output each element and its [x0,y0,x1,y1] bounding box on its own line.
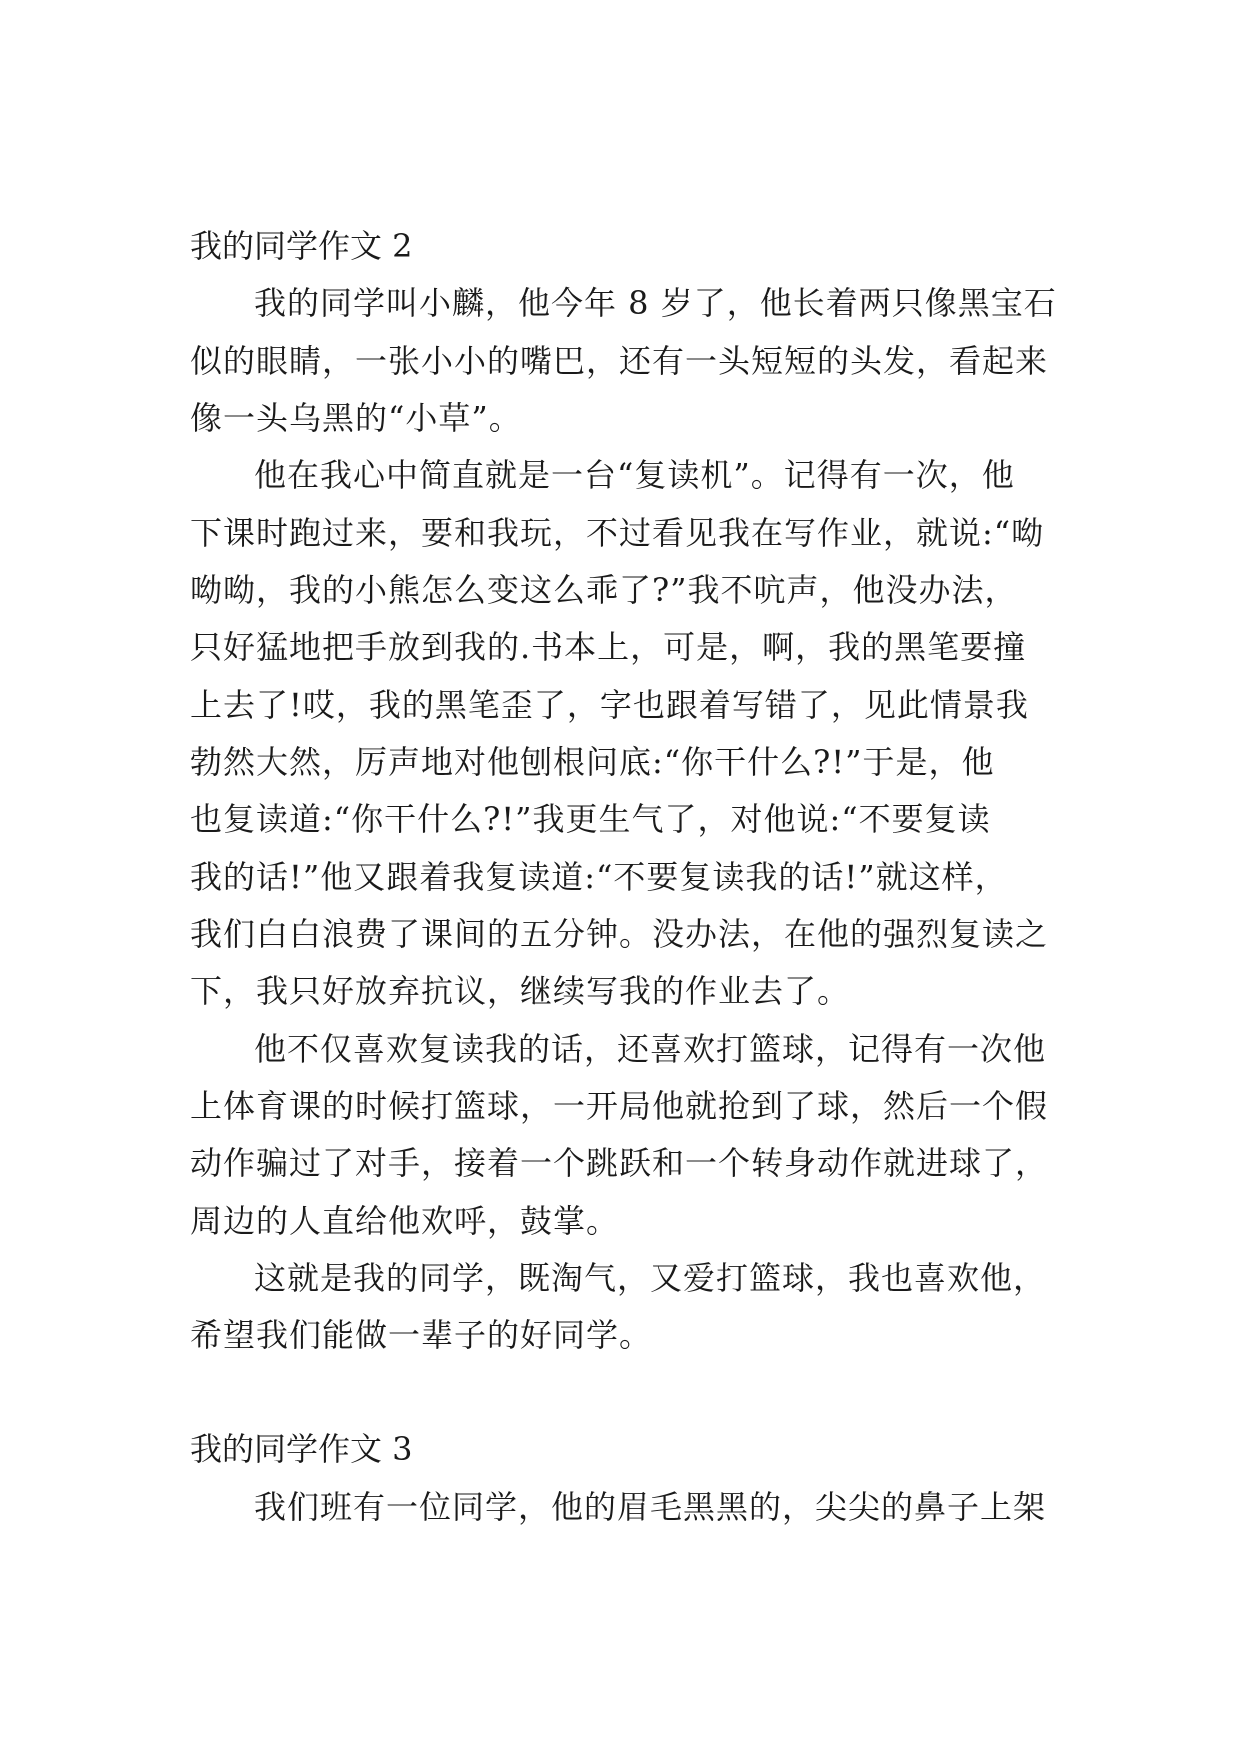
text-line: 我们班有一位同学，他的眉毛黑黑的，尖尖的鼻子上架 [254,1488,1047,1526]
text-line: 也复读道:“你干什么?!”我更生气了，对他说:“不要复读 [190,800,991,838]
text-line: 这就是我的同学，既淘气，又爱打篮球，我也喜欢他， [254,1259,1047,1297]
section-2-title: 我的同学作文 2 [190,227,413,265]
text-line: 我们白白浪费了课间的五分钟。没办法，在他的强烈复读之 [190,915,1049,953]
text-line: 下课时跑过来，要和我玩，不过看见我在写作业，就说:“呦 [190,514,1045,552]
section-3-title: 我的同学作文 3 [190,1430,413,1468]
text-line: 周边的人直给他欢呼，鼓掌。 [190,1202,620,1240]
text-line: 只好猛地把手放到我的.书本上，可是，啊，我的黑笔要撞 [190,628,1027,666]
text-line: 希望我们能做一辈子的好同学。 [190,1316,653,1354]
text-line: 呦呦，我的小熊怎么变这么乖了?”我不吭声，他没办法， [190,571,1018,609]
text-line: 像一头乌黑的“小草”。 [190,399,522,437]
text-line: 我的话!”他又跟着我复读道:“不要复读我的话!”就这样， [190,858,1008,896]
text-line: 下，我只好放弃抗议，继续写我的作业去了。 [190,972,851,1010]
text-line: 似的眼睛，一张小小的嘴巴，还有一头短短的头发，看起来 [190,342,1049,380]
text-line: 勃然大然，厉声地对他刨根问底:“你干什么?!”于是，他 [190,743,995,781]
text-line: 他不仅喜欢复读我的话，还喜欢打篮球，记得有一次他 [254,1030,1047,1068]
text-line: 上去了!哎，我的黑笔歪了，字也跟着写错了，见此情景我 [190,686,1029,724]
text-line: 上体育课的时候打篮球，一开局他就抢到了球，然后一个假 [190,1087,1049,1125]
text-line: 我的同学叫小麟，他今年 8 岁了，他长着两只像黑宝石 [254,284,1057,322]
text-line: 他在我心中简直就是一台“复读机”。记得有一次，他 [254,456,1015,494]
text-line: 动作骗过了对手，接着一个跳跃和一个转身动作就进球了， [190,1144,1049,1182]
